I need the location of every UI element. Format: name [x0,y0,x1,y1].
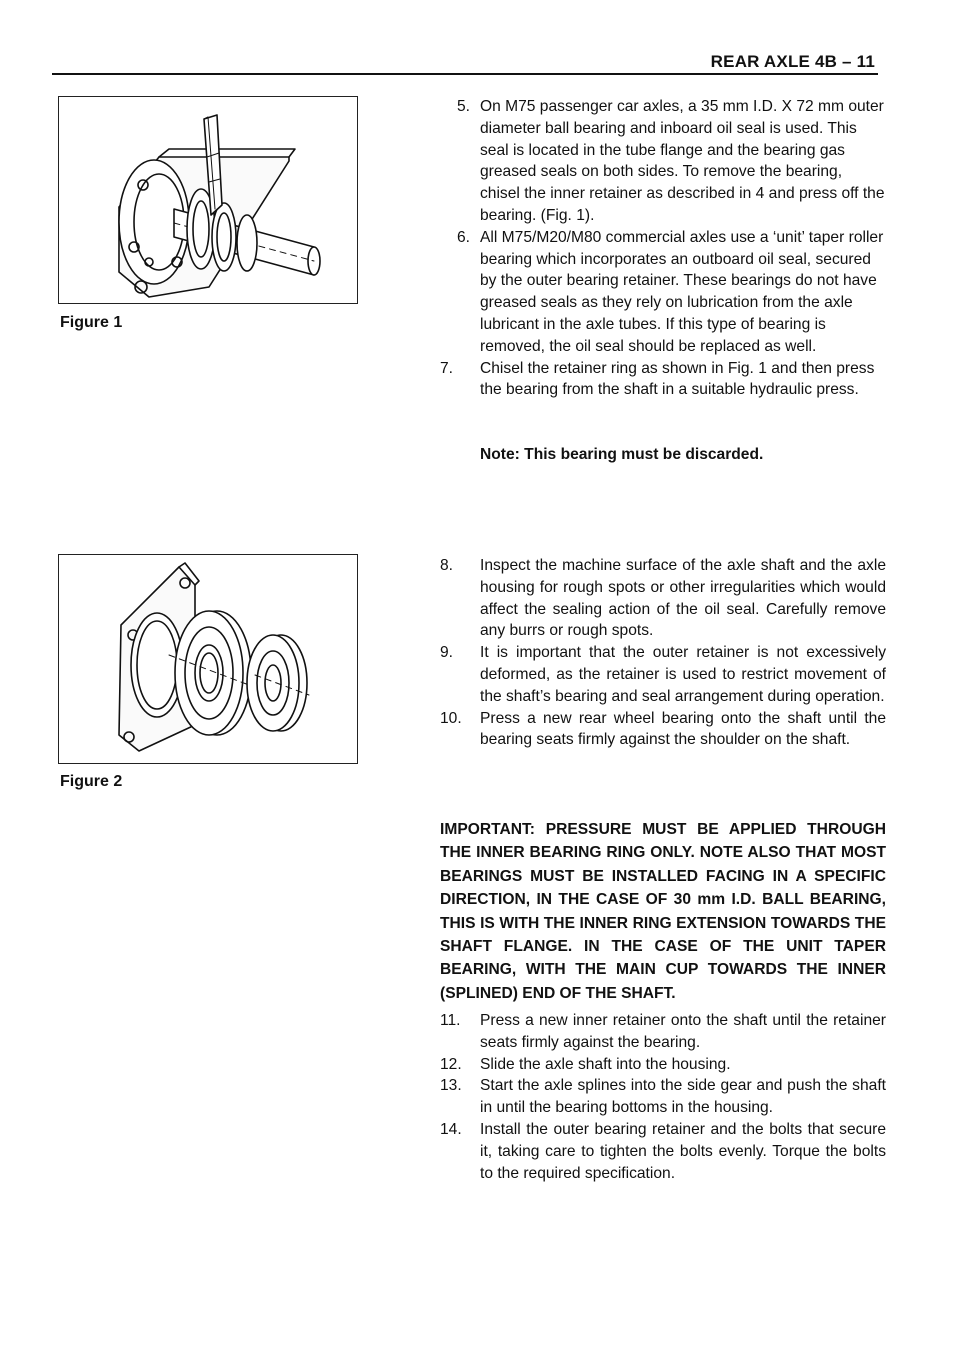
step-number: 5. [457,98,471,115]
list-item [440,1010,886,1054]
step-number: 8. [440,557,454,574]
step-number: 12. [440,1055,462,1073]
bearing-and-seal-illustration [59,555,357,763]
step-number: 9. [440,644,454,662]
list-item [440,642,886,707]
figure-1-caption: Figure 1 [60,314,123,331]
step-text: Chisel the retainer ring as shown in Fig. 1 and then press the bearing from the shaft in a suitable hydraulic press. [480,359,875,399]
step-number: 11. [440,1012,461,1029]
step-number: 7. [440,359,454,377]
step-number: 14. [440,1120,462,1138]
step-number: 13. [440,1077,462,1095]
list-item [440,1075,886,1119]
list-item [440,555,886,642]
steps-group-a [440,96,886,401]
step-number: 6. [457,228,471,246]
step-text: Slide the axle shaft into the housing. [480,1055,731,1073]
important-warning: IMPORTANT: PRESSURE MUST BE APPLIED THROUGH THE INNER BEARING RING ONLY. NOTE ALSO THAT MOST BEARINGS MUST BE INSTALLED FACING IN A SPECIFIC DIRECTION, IN THE CASE OF 30 mm I.D. BALL BEARING, THIS IS WITH THE INNER RING EXTENSION TOWARDS THE SHAFT FLANGE. IN THE CASE OF THE UNIT TAPER BEARING, WITH THE MAIN CUP TOWARDS THE INNER (SPLINED) END OF THE SHAFT. [440,821,886,1002]
list-item [440,1054,886,1076]
list-item [440,96,886,227]
axle-bearing-chisel-illustration [59,97,357,303]
figure-2-image [58,554,358,764]
step-text: Press a new inner retainer onto the shaft until the retainer seats firmly against the bearing. [480,1012,886,1051]
list-item [440,708,886,752]
header-rule [52,73,878,75]
step-text: All M75/M20/M80 commercial axles use a ‘unit’ taper roller bearing which incorporates an outboard oil seal, secured by the outer bearing retainer. These bearings do not have greased seals as they rely on lubrication from the axle lubricant in the axle tubes. If this type of bearing is removed, the oil seal should be replaced as well. [480,228,884,355]
list-item [440,1119,886,1184]
step-text: Press a new rear wheel bearing onto the shaft until the bearing seats firmly against the shoulder on the shaft. [480,709,886,749]
step-text: On M75 passenger car axles, a 35 mm I.D. X 72 mm outer diameter ball bearing and inboard oil seal is used. This seal is located in the tube flange and the bearing gas greased seals on both sides. To remove the bearing, chisel the inner retainer as described in 4 and press off the bearing. (Fig. 1). [480,98,885,224]
figure-2-caption: Figure 2 [60,773,123,790]
list-item [440,227,886,358]
steps-group-c [440,1010,886,1184]
note-text: Note: This bearing must be discarded. [480,446,764,463]
step-number: 10. [440,709,462,727]
step-text: Install the outer bearing retainer and the bolts that secure it, taking care to tighten the bolts evenly. Torque the bolts to the required specification. [480,1120,886,1182]
steps-group-b [440,555,886,751]
list-item [440,358,886,402]
page-header: REAR AXLE 4B – 11 [710,52,875,71]
step-text: Start the axle splines into the side gear and push the shaft in until the bearing bottoms in the housing. [480,1077,886,1117]
step-text: It is important that the outer retainer is not excessively deformed, as the retainer is used to restrict movement of the shaft’s bearing and seal arrangement during operation. [480,644,886,705]
figure-1-image [58,96,358,304]
step-text: Inspect the machine surface of the axle shaft and the axle housing for rough spots or other irregularities which would affect the sealing action of the oil seal. Carefully remove any burrs or rough spots. [480,557,886,640]
